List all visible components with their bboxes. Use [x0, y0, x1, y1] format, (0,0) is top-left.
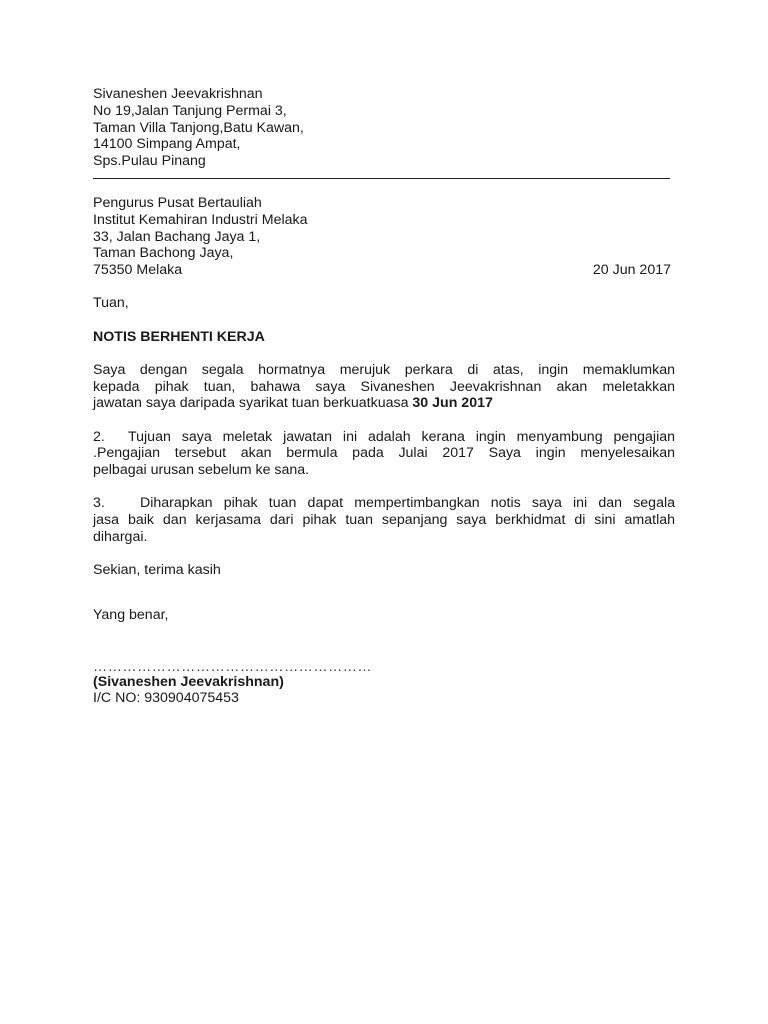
sender-address-line: No 19,Jalan Tanjung Permai 3, — [93, 102, 287, 119]
recipient-block — [93, 195, 675, 279]
recipient-line: Pengurus Pusat Bertauliah — [93, 194, 262, 211]
sender-block — [93, 86, 675, 170]
signature-name: (Sivaneshen Jeevakrishnan) — [93, 673, 284, 690]
letter-date: 20 Jun 2017 — [592, 262, 671, 279]
header-divider — [93, 178, 670, 179]
paragraph-text: jawatan saya daripada syarikat tuan berkuatkuasa — [93, 395, 413, 412]
paragraph-line: Saya dengan segala hormatnya merujuk perkara di atas, ingin memaklumkan — [93, 361, 675, 378]
paragraph-line: dihargai. — [93, 528, 148, 545]
recipient-date-row — [93, 262, 671, 279]
letter-body — [93, 86, 675, 707]
ic-number: I/C NO: 930904075453 — [93, 690, 239, 707]
paragraph-3 — [93, 495, 675, 545]
paragraph-number: 3. — [93, 495, 105, 512]
paragraph-2 — [93, 429, 675, 479]
sender-address-line: Taman Villa Tanjong,Batu Kawan, — [93, 119, 304, 136]
paragraph-line: kepada pihak tuan, bahawa saya Sivaneshen Jeevakrishnan akan meletakkan — [93, 378, 675, 395]
recipient-line: Taman Bachong Jaya, — [93, 245, 234, 262]
recipient-line: 33, Jalan Bachang Jaya 1, — [93, 228, 261, 245]
subject-title: NOTIS BERHENTI KERJA — [93, 328, 265, 345]
paragraph-line: jasa baik dan kerjasama dari pihak tuan sepanjang saya berkhidmat di sini amatlah — [93, 512, 675, 529]
effective-date: 30 Jun 2017 — [412, 395, 493, 412]
salutation: Tuan, — [93, 295, 129, 312]
signature-block — [93, 660, 675, 708]
paragraph-line — [93, 429, 675, 446]
recipient-line: Institut Kemahiran Industri Melaka — [93, 211, 308, 228]
paragraph-text: Tujuan saya meletak jawatan ini adalah kerana ingin menyambung pengajian — [128, 428, 675, 445]
paragraph-line — [93, 495, 675, 512]
paragraph-line: pelbagai urusan sebelum ke sana. — [93, 462, 310, 479]
recipient-line: 75350 Melaka — [93, 262, 183, 279]
paragraph-number: 2. — [93, 428, 105, 445]
closing-text: Sekian, terima kasih — [93, 562, 221, 579]
sender-address-line: Sps.Pulau Pinang — [93, 153, 206, 170]
sender-address-line: 14100 Simpang Ampat, — [93, 136, 241, 153]
signoff-text: Yang benar, — [93, 606, 169, 623]
sender-name: Sivaneshen Jeevakrishnan — [93, 86, 263, 102]
signature-line: ………………………………………………… — [93, 658, 373, 675]
paragraph-line: .Pengajian tersebut akan bermula pada Julai 2017 Saya ingin menyelesaikan — [93, 445, 675, 462]
paragraph-line — [93, 395, 675, 412]
paragraph-1 — [93, 362, 675, 412]
paragraph-text: Diharapkan pihak tuan dapat mempertimbangkan notis saya ini dan segala — [140, 495, 675, 512]
